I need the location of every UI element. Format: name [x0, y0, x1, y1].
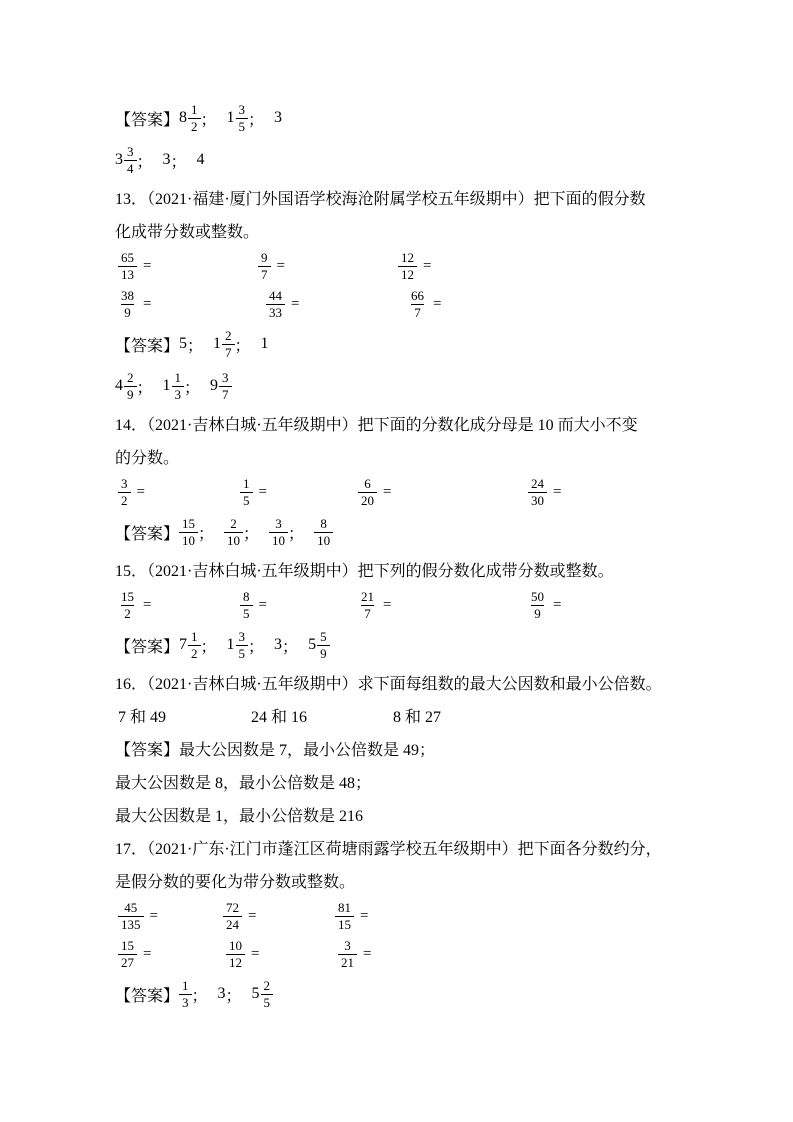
fraction-denominator: 21 [338, 954, 357, 970]
question-15-text [115, 553, 695, 586]
whole-number: 9 [210, 377, 219, 394]
text-run: 3 [162, 151, 171, 168]
fraction-denominator: 7 [258, 266, 271, 282]
mixed-number [227, 102, 249, 134]
fraction [118, 288, 137, 320]
question-14-fractions-row [115, 473, 695, 511]
fraction-numerator: 15 [121, 938, 134, 954]
fraction-numerator: 8 [320, 516, 327, 532]
fraction-denominator: 10 [224, 532, 243, 548]
fraction-denominator: 5 [240, 492, 253, 508]
fraction [224, 516, 243, 548]
fraction-numerator: 21 [361, 589, 374, 605]
answer-15-line [115, 624, 695, 666]
fraction-cell [525, 589, 561, 621]
fraction [118, 589, 137, 621]
text-run: 是假分数的要化为带分数或整数。 [115, 874, 356, 891]
question-13-text-2 [115, 214, 695, 247]
fraction [236, 102, 249, 134]
whole-number: 1 [226, 109, 235, 126]
separator: ； [136, 379, 153, 397]
text-run: 最大公因数是 1，最小公倍数是 216 [115, 808, 364, 825]
fraction [258, 250, 271, 282]
text-run: 16．（2021·吉林白城·五年级期中）求下面每组数的最大公因数和最小公倍数。 [115, 676, 662, 693]
fraction-denominator: 4 [124, 160, 137, 176]
fraction-numerator: 10 [229, 938, 242, 954]
fraction-numerator: 12 [401, 250, 414, 266]
fraction [118, 250, 137, 282]
text-run: 最大公因数是 8，最小公倍数是 48； [115, 775, 372, 792]
fraction-numerator: 1 [174, 370, 182, 386]
separator: ； [136, 153, 153, 171]
fraction-numerator: 1 [191, 102, 198, 118]
fraction [261, 978, 274, 1010]
fraction-denominator: 3 [172, 386, 185, 402]
fraction-numerator: 2 [127, 370, 134, 386]
whole-number: 5 [308, 636, 317, 653]
question-13-text-1 [115, 181, 695, 214]
equals-sign: = [251, 945, 260, 962]
fraction-numerator: 50 [531, 589, 544, 605]
fraction [266, 288, 285, 320]
question-13-fractions-row-2 [115, 285, 695, 323]
text-run: 15．（2021·吉林白城·五年级期中）把下列的假分数化成带分数或整数。 [115, 563, 614, 580]
fraction-cell [115, 250, 255, 282]
fraction [118, 938, 137, 970]
text-run: 4 [196, 151, 205, 168]
equals-sign: = [143, 945, 152, 962]
equals-sign: = [423, 257, 432, 274]
answer-13-line-2 [115, 365, 695, 407]
number-pair: 24 和 16 [251, 709, 308, 726]
equals-sign: = [553, 483, 562, 500]
text-run: 的分数。 [115, 450, 180, 467]
fraction-cell [355, 589, 525, 621]
question-17-fractions-row-1 [115, 897, 695, 935]
fraction-numerator: 2 [225, 328, 232, 344]
mixed-number [115, 370, 137, 402]
fraction-cell [237, 476, 355, 508]
separator: ； [243, 525, 260, 543]
question-14-text-2 [115, 440, 695, 473]
equals-sign: = [383, 483, 392, 500]
fraction [528, 589, 547, 621]
fraction-cell [355, 476, 525, 508]
fraction-numerator: 72 [226, 900, 239, 916]
fraction-numerator: 6 [364, 476, 371, 492]
mixed-number [179, 629, 201, 661]
fraction-denominator: 5 [240, 605, 253, 621]
separator: ； [248, 638, 265, 656]
number-pair-cell [248, 704, 390, 727]
question-16-number-pairs [115, 699, 695, 732]
fraction-numerator: 1 [243, 476, 250, 492]
fraction [338, 938, 357, 970]
number-pair: 7 和 49 [118, 709, 167, 726]
whole-number: 5 [251, 985, 260, 1002]
fraction [188, 102, 201, 134]
fraction-numerator: 44 [269, 288, 282, 304]
fraction-denominator: 135 [118, 916, 144, 932]
equals-sign: = [258, 596, 267, 613]
mixed-number [252, 978, 274, 1010]
fraction-numerator: 1 [191, 629, 198, 645]
fraction-numerator: 15 [182, 516, 196, 532]
fraction-numerator: 1 [182, 978, 189, 994]
fraction [317, 629, 330, 661]
fraction-denominator: 7 [219, 386, 232, 402]
separator: ； [184, 379, 201, 397]
fraction-numerator: 3 [344, 938, 351, 954]
answer-label: 【答案】 [115, 638, 180, 656]
fraction-denominator: 2 [121, 605, 134, 621]
answer-label: 【答案】 [115, 111, 180, 129]
fraction [179, 516, 198, 548]
answer-17-line [115, 973, 695, 1015]
fraction-numerator: 3 [238, 102, 246, 118]
fraction-denominator: 5 [236, 118, 249, 134]
separator: ； [282, 638, 299, 656]
fraction [358, 589, 377, 621]
fraction [118, 900, 144, 932]
whole-number: 7 [179, 636, 188, 653]
fraction-cell [115, 476, 237, 508]
number-pair-cell [115, 704, 248, 727]
fraction [240, 476, 253, 508]
text-run: 1 [260, 335, 269, 352]
fraction-denominator: 2 [188, 645, 201, 661]
question-14-text-1 [115, 407, 695, 440]
equals-sign: = [433, 295, 442, 312]
fraction-denominator: 20 [358, 492, 377, 508]
whole-number: 1 [162, 377, 171, 394]
answer-13-line-1 [115, 323, 695, 365]
fraction-numerator: 3 [275, 516, 282, 532]
equals-sign: = [360, 907, 369, 924]
question-13-fractions-row-1 [115, 247, 695, 285]
answer-16-line-1 [115, 732, 695, 765]
equals-sign: = [553, 596, 562, 613]
fraction-denominator: 7 [411, 304, 424, 320]
fraction [528, 476, 547, 508]
text-run: 14．（2021·吉林白城·五年级期中）把下面的分数化成分母是 10 而大小不变 [115, 417, 638, 434]
fraction-numerator: 5 [320, 629, 327, 645]
answer-14-line [115, 511, 695, 553]
equals-sign: = [143, 257, 152, 274]
fraction-cell [263, 288, 405, 320]
fraction-numerator: 2 [230, 516, 237, 532]
whole-number: 1 [226, 636, 235, 653]
equals-sign: = [143, 596, 152, 613]
fraction-numerator: 8 [243, 589, 250, 605]
equals-sign: = [248, 907, 257, 924]
fraction [226, 938, 245, 970]
separator: ； [170, 153, 187, 171]
separator: ； [288, 525, 305, 543]
fraction [236, 629, 249, 661]
equals-sign: = [276, 257, 285, 274]
fraction [124, 144, 137, 176]
fraction-denominator: 2 [188, 118, 201, 134]
fraction [172, 370, 185, 402]
separator: ； [200, 111, 217, 129]
fraction-numerator: 38 [121, 288, 134, 304]
fraction-cell [115, 288, 263, 320]
whole-number: 1 [213, 335, 222, 352]
number-pair-cell [390, 704, 441, 727]
mixed-number [163, 370, 185, 402]
mixed-number [115, 144, 137, 176]
answer-label: 【答案】 [115, 987, 180, 1005]
fraction [124, 370, 137, 402]
equals-sign: = [136, 483, 145, 500]
fraction-numerator: 9 [261, 250, 268, 266]
question-17-text-2 [115, 864, 695, 897]
fraction [222, 328, 235, 360]
whole-number: 3 [115, 151, 123, 168]
equals-sign: = [383, 596, 392, 613]
text-run: 5 [179, 335, 188, 352]
fraction-cell [115, 589, 237, 621]
fraction-numerator: 2 [263, 978, 271, 994]
mixed-number [227, 629, 249, 661]
fraction [118, 476, 131, 508]
fraction [314, 516, 333, 548]
fraction-denominator: 30 [528, 492, 547, 508]
fraction-cell [405, 288, 441, 320]
mixed-number [210, 370, 232, 402]
separator: ； [198, 525, 215, 543]
fraction-denominator: 9 [121, 304, 134, 320]
fraction-denominator: 15 [335, 916, 354, 932]
answer-label: 【答案】 [115, 337, 180, 355]
question-16-text [115, 666, 695, 699]
fraction-denominator: 12 [226, 954, 245, 970]
fraction-cell [332, 900, 368, 932]
separator: ； [187, 337, 204, 355]
question-17-text-1 [115, 831, 695, 864]
fraction-denominator: 10 [179, 532, 198, 548]
fraction-denominator: 5 [236, 645, 249, 661]
fraction-denominator: 9 [531, 605, 544, 621]
fraction-denominator: 10 [314, 532, 333, 548]
separator: ； [225, 987, 242, 1005]
fraction-denominator: 24 [223, 916, 242, 932]
fraction-cell [395, 250, 431, 282]
question-15-fractions-row [115, 586, 695, 624]
fraction-denominator: 9 [317, 645, 330, 661]
separator: ； [200, 638, 217, 656]
equals-sign: = [291, 295, 300, 312]
fraction [335, 900, 354, 932]
fraction-cell [525, 476, 561, 508]
fraction [408, 288, 427, 320]
mixed-number [308, 629, 330, 661]
equals-sign: = [258, 483, 267, 500]
fraction-numerator: 3 [222, 370, 229, 386]
text-run: 化成带分数或整数。 [115, 224, 260, 241]
fraction-denominator: 9 [124, 386, 137, 402]
fraction-denominator: 5 [261, 994, 274, 1010]
text-run: 3 [274, 636, 283, 653]
fraction-cell [335, 938, 371, 970]
text-run: 13．（2021·福建·厦门外国语学校海沧附属学校五年级期中）把下面的假分数 [115, 191, 646, 208]
fraction-denominator: 10 [269, 532, 288, 548]
answer-label: 【答案】 [115, 525, 180, 543]
number-pair: 8 和 27 [393, 709, 442, 726]
fraction-numerator: 3 [121, 476, 128, 492]
fraction-denominator: 3 [179, 994, 192, 1010]
fraction-cell [237, 589, 355, 621]
fraction-cell [255, 250, 395, 282]
text-run: 3 [217, 985, 226, 1002]
fraction-numerator: 24 [531, 476, 544, 492]
fraction-denominator: 27 [118, 954, 137, 970]
answer-16-line-2 [115, 765, 695, 798]
whole-number: 4 [115, 377, 123, 394]
fraction [223, 900, 242, 932]
fraction-cell [220, 900, 332, 932]
answer-16-line-3 [115, 798, 695, 831]
separator: ； [234, 337, 251, 355]
fraction-denominator: 2 [118, 492, 131, 508]
fraction-numerator: 81 [338, 900, 351, 916]
text-run: 3 [274, 109, 283, 126]
separator: ； [191, 987, 208, 1005]
answer-label: 【答案】最大公因数是 7，最小公倍数是 49； [115, 742, 436, 759]
equals-sign: = [143, 295, 152, 312]
fraction-numerator: 3 [127, 144, 134, 160]
fraction-denominator: 12 [398, 266, 417, 282]
fraction-denominator: 13 [118, 266, 137, 282]
answer-12-line-2 [115, 139, 695, 181]
fraction [269, 516, 288, 548]
text-run: 17．（2021·广东·江门市蓬江区荷塘雨露学校五年级期中）把下面各分数约分， [115, 841, 662, 858]
equals-sign: = [363, 945, 372, 962]
fraction-cell [115, 900, 220, 932]
question-17-fractions-row-2 [115, 935, 695, 973]
fraction [179, 978, 192, 1010]
fraction [358, 476, 377, 508]
fraction-denominator: 7 [222, 344, 235, 360]
mixed-number [179, 102, 201, 134]
fraction-denominator: 33 [266, 304, 285, 320]
fraction-cell [223, 938, 335, 970]
fraction-cell [115, 938, 223, 970]
fraction-numerator: 66 [411, 288, 424, 304]
fraction-numerator: 65 [121, 250, 134, 266]
fraction [188, 629, 201, 661]
equals-sign: = [149, 907, 158, 924]
fraction-numerator: 15 [121, 589, 134, 605]
fraction [219, 370, 232, 402]
fraction-denominator: 7 [361, 605, 374, 621]
whole-number: 8 [179, 109, 188, 126]
fraction-numerator: 45 [124, 900, 138, 916]
fraction-numerator: 3 [238, 629, 246, 645]
answer-12-line-1 [115, 97, 695, 139]
mixed-number [213, 328, 235, 360]
fraction [398, 250, 417, 282]
fraction [240, 589, 253, 621]
separator: ； [248, 111, 265, 129]
